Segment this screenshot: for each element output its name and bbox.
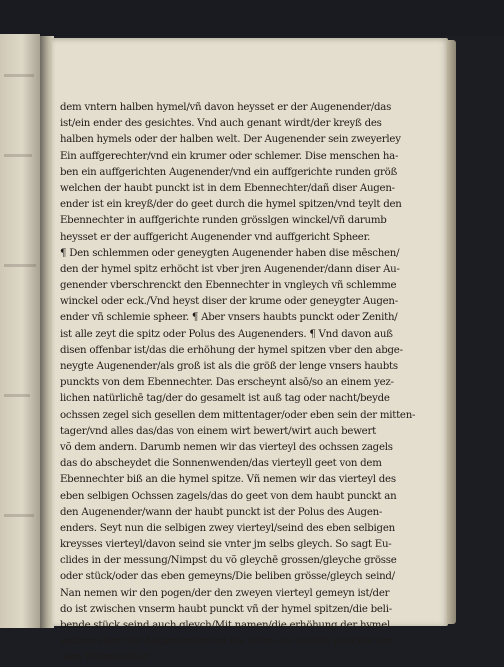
text-line: spitzen vber den Augenender/vnd die vetre des haubts punckts von — [60, 636, 393, 648]
text-line: den Augenender/wann der haubt punckt ist der Polus des Augen- — [60, 506, 383, 518]
text-line: welchen der haubt punckt ist in dem Ebennechter/dañ diser Augen- — [60, 182, 395, 194]
text-line: dem Ebennechter. — [60, 652, 150, 664]
facing-page-edge — [0, 34, 40, 628]
text-line: kreysses vierteyl/davon seind sie vnter jm selbs gleych. So sagt Eu- — [60, 539, 392, 551]
text-line: neygte Augenender/als groß ist als die größ der lenge vnsers haubts — [60, 361, 398, 372]
text-line: oder stück/oder das eben gemeyns/Die beliben grösse/gleych seind/ — [60, 571, 395, 583]
text-line: bende stück seind auch gleych/Mit namen/die erhöhung der hymel — [60, 620, 390, 631]
text-line: Ein auffgerechter/vnd ein krumer oder schlemer. Dise menschen ha- — [60, 150, 399, 162]
text-line: do ist zwischen vnserm haubt punckt vñ der hymel spitzen/die beli- — [60, 603, 392, 615]
background-top — [0, 0, 504, 36]
text-line: lichen natürlichē tag/der do gesamelt ist auß tag oder nacht/beyde — [60, 393, 390, 405]
text-line: ¶ Den schlemmen oder geneygten Augenender haben dise mēschen/ — [60, 247, 400, 259]
text-line: clides in der messung/Nimpst du võ gleychē grossen/gleyche grösse — [60, 555, 397, 567]
text-line: winckel oder eck./Vnd heyst diser der krume oder geneygter Augen- — [60, 296, 398, 308]
ghost-text — [4, 514, 34, 517]
text-line: ochssen zegel sich gesellen dem mittentager/oder eben sein der mitten- — [60, 409, 416, 421]
text-line: ist alle zeyt die spitz oder Polus des Augenenders. ¶ Vnd davon auß — [60, 328, 393, 340]
text-line: enders. Seyt nun die selbigen zwey vierteyl/seind des eben selbigen — [60, 522, 395, 534]
text-line: dem vntern halben hymel/vñ davon heysset er der Augenender/das — [60, 102, 392, 113]
ghost-text — [4, 394, 30, 397]
ghost-text — [4, 264, 36, 267]
text-line: ender ist ein kreyß/der do geet durch die hymel spitzen/vnd teylt den — [60, 199, 402, 211]
body-text — [60, 100, 436, 667]
text-line: heysset er der auffgericht Augenender vnd auffgericht Spheer. — [60, 231, 371, 243]
ghost-text — [4, 154, 32, 157]
text-line: Ebennechter in auffgerichte runden grösslgen winckel/vñ darumb — [60, 215, 387, 227]
ghost-text — [4, 74, 34, 77]
text-line: genender vberschrenckt den Ebennechter in vngleych vñ schlemme — [60, 280, 397, 292]
text-line: ender vñ schlemie spheer. ¶ Aber vnsers haubts punckt oder Zenith/ — [60, 312, 398, 324]
text-line: ben ein auffgerichten Augenender/vnd ein auffgerichte runden größ — [60, 166, 398, 178]
text-line: Nan nemen wir den pogen/der den zweyen vierteyl gemeyn ist/der — [60, 587, 390, 599]
text-line: den der hymel spitz erhöcht ist vber jren Augenender/dann diser Au- — [60, 263, 400, 275]
text-line: Ebennechter biß an die hymel spitze. Vñ nemen wir das vierteyl des — [60, 474, 396, 486]
text-line: disen offenbar ist/das die erhöhung der hymel spitzen vber den abge- — [60, 344, 403, 356]
page-edge — [447, 40, 456, 624]
text-line: punckts von dem Ebennechter. Das erscheynt alsō/so an einem yez- — [60, 377, 394, 389]
text-line: halben hymels oder der halben welt. Der Augenender sein zweyerley — [60, 134, 401, 146]
text-line: das do abscheydet die Sonnenwenden/das vierteyll geet von dem — [60, 458, 382, 470]
text-line: tager/vnd alles das/das von einem wirt bewert/wirt auch bewert — [60, 425, 376, 437]
text-line: võ dem andern. Darumb nemen wir das vierteyl des ochssen zagels — [60, 441, 393, 453]
text-line: ist/ein ender des gesichtes. Vnd auch genant wirdt/der kreyß des — [60, 118, 382, 130]
text-line: eben selbigen Ochssen zagels/das do geet von dem haubt punckt an — [60, 490, 397, 502]
